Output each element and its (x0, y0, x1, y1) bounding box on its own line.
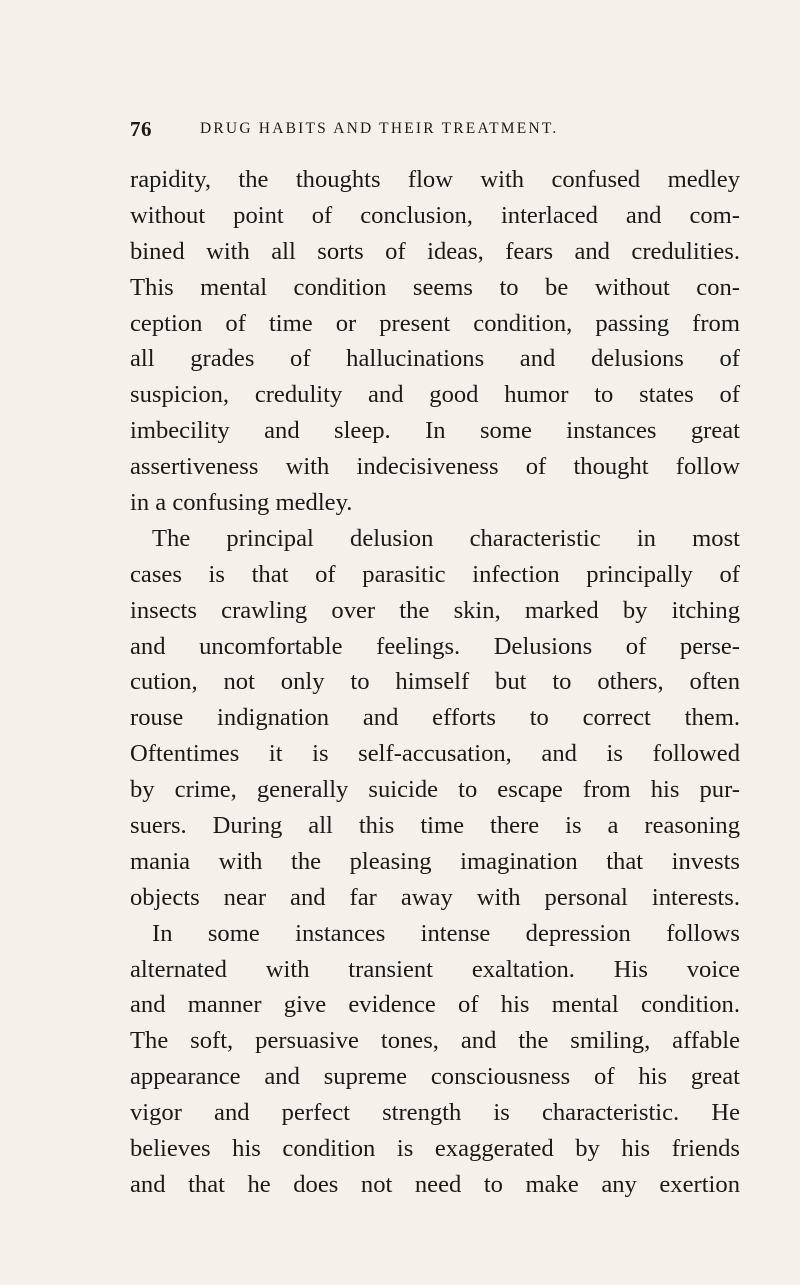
body-text (130, 162, 740, 1203)
text-line: suers. During all this time there is a reasoning (130, 812, 740, 840)
text-line: bined with all sorts of ideas, fears and credulities. (130, 237, 740, 265)
text-line: Oftentimes it is self-accusation, and is followed (130, 740, 740, 768)
running-title: DRUG HABITS AND THEIR TREATMENT. (200, 120, 559, 137)
text-line: appearance and supreme consciousness of his great (130, 1063, 740, 1091)
text-line: objects near and far away with personal interests. (130, 883, 740, 911)
text-line: The soft, persuasive tones, and the smiling, affable (130, 1027, 740, 1055)
text-line: This mental condition seems to be without con- (130, 273, 740, 301)
text-line: and manner give evidence of his mental condition. (130, 991, 740, 1019)
text-line: cution, not only to himself but to others, often (130, 668, 740, 696)
page-number: 76 (130, 117, 152, 141)
text-line: rapidity, the thoughts flow with confused medley (130, 166, 740, 193)
text-line: all grades of hallucinations and delusions of (130, 345, 740, 373)
text-line: alternated with transient exaltation. His voice (130, 955, 740, 983)
text-line: suspicion, credulity and good humor to states of (130, 381, 740, 409)
text-line: The principal delusion characteristic in most (152, 524, 740, 552)
text-line: In some instances intense depression follows (152, 919, 740, 947)
text-line: imbecility and sleep. In some instances great (130, 417, 740, 445)
text-line: without point of conclusion, interlaced and com- (130, 201, 740, 229)
text-line: assertiveness with indecisiveness of thought follow (130, 453, 740, 481)
text-line: and uncomfortable feelings. Delusions of perse- (130, 632, 740, 660)
text-line: cases is that of parasitic infection principally of (130, 560, 740, 588)
running-head (130, 117, 740, 141)
text-line: in a confusing medley. (130, 489, 353, 517)
text-line: rouse indignation and efforts to correct them. (130, 704, 740, 732)
text-line: vigor and perfect strength is characteristic. He (130, 1099, 740, 1127)
text-line: believes his condition is exaggerated by his friends (130, 1135, 740, 1163)
text-line: and that he does not need to make any exertion (130, 1170, 740, 1198)
text-line: ception of time or present condition, passing from (130, 309, 740, 337)
text-line: mania with the pleasing imagination that invests (130, 847, 740, 875)
text-line: by crime, generally suicide to escape from his pur- (130, 776, 740, 804)
text-line: insects crawling over the skin, marked by itching (130, 596, 740, 624)
